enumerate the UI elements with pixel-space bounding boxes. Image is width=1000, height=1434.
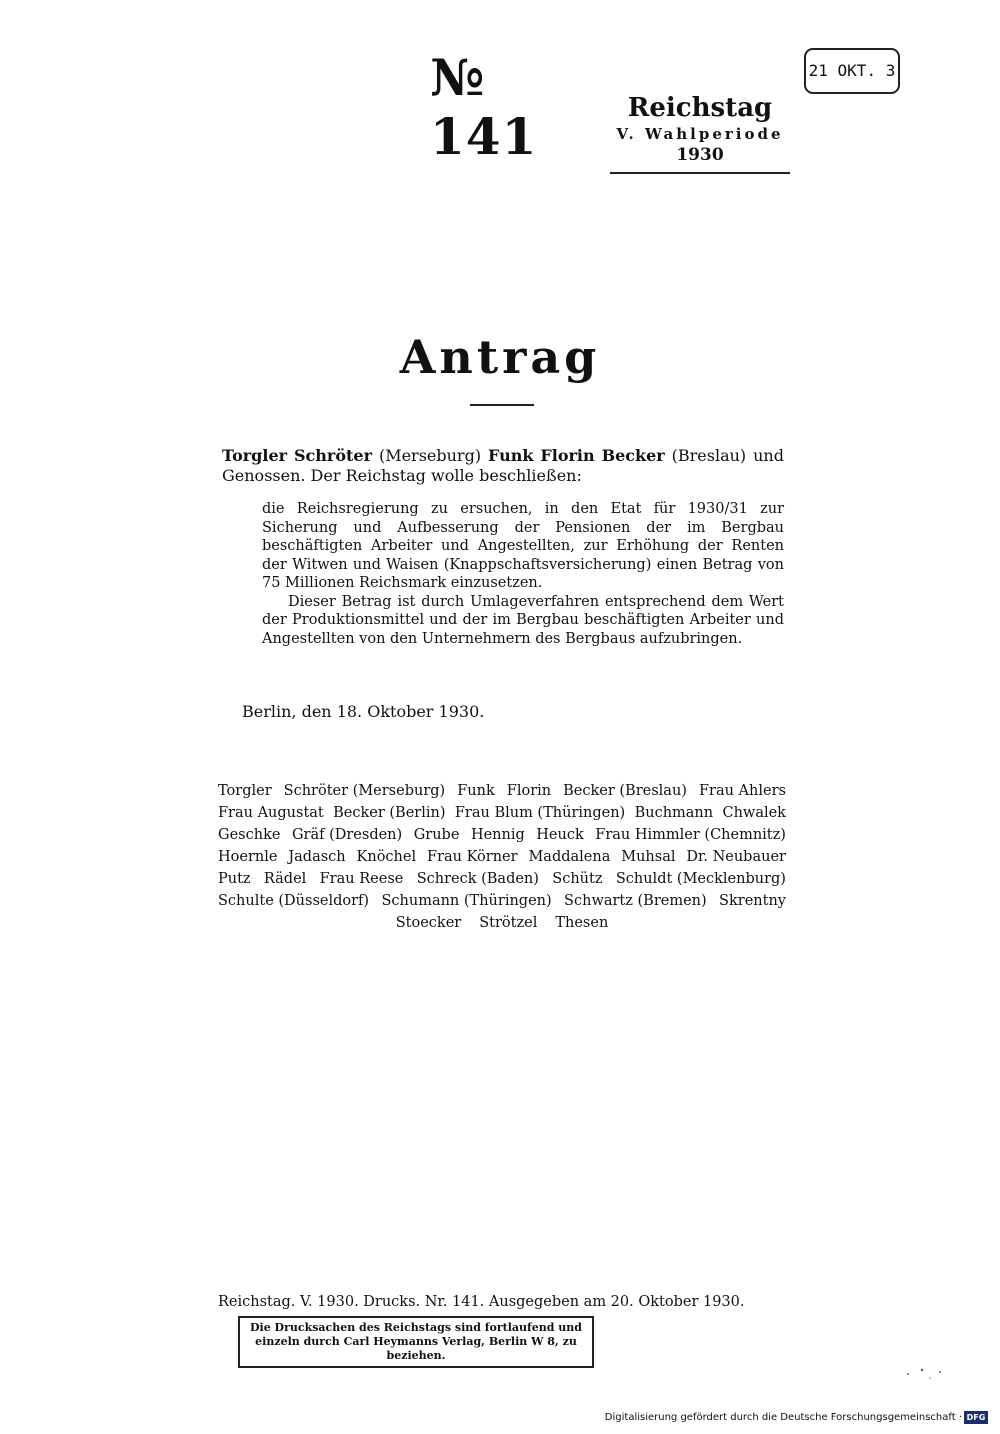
publisher-notice: Die Drucksachen des Reichstags sind fortlaufend und einzeln durch Carl Heymanns Verlag, Berlin W 8, zu beziehen. xyxy=(238,1316,594,1368)
signatory-line xyxy=(218,912,786,934)
signatory-name: Torgler xyxy=(218,783,272,799)
signatory-name: Becker (Berlin) xyxy=(333,805,446,821)
signatory-name: Becker (Breslau) xyxy=(563,783,687,799)
print-footer-line: Reichstag. V. 1930. Drucks. Nr. 141. Ausgegeben am 20. Oktober 1930. xyxy=(218,1294,745,1310)
mover-constituency: (Merseburg) xyxy=(378,446,482,465)
signatory-name: Frau Augustat xyxy=(218,805,324,821)
signatory-name: Hoernle xyxy=(218,849,278,865)
signatory-name: Frau Körner xyxy=(427,849,518,865)
dfg-logo: DFG xyxy=(964,1411,988,1424)
signatory-name: Geschke xyxy=(218,827,281,843)
signatory-name: Frau Himmler (Chemnitz) xyxy=(595,827,786,843)
motion-intro xyxy=(222,446,784,486)
signatory-name: Grube xyxy=(413,827,460,843)
signatory-name: Schreck (Baden) xyxy=(416,871,539,887)
signatory-name: Dr. Neubauer xyxy=(686,849,786,865)
signatory-name: Schwartz (Bremen) xyxy=(564,893,707,909)
signatory-name: Schumann (Thüringen) xyxy=(381,893,552,909)
mover-name: Torgler xyxy=(222,446,288,465)
title-divider xyxy=(470,404,534,406)
paper-specks xyxy=(900,1364,950,1384)
signatory-name: Strötzel xyxy=(479,915,538,931)
signatory-name: Funk xyxy=(457,783,495,799)
document-title: Antrag xyxy=(399,330,601,384)
signatory-line xyxy=(218,802,786,824)
signatory-name: Maddalena xyxy=(528,849,611,865)
intro-continuation: (Breslau) und Genossen. Der Reichstag wolle beschließen: xyxy=(222,446,784,485)
signatory-line xyxy=(218,824,786,846)
signatory-line xyxy=(218,890,786,912)
motion-body xyxy=(262,500,784,648)
parliament-header xyxy=(610,92,790,174)
signatory-name: Skrentny xyxy=(719,893,786,909)
signatory-line xyxy=(218,780,786,802)
motion-paragraph: die Reichsregierung zu ersuchen, in den Etat für 1930/31 zur Sicherung und Aufbesserung der Pensionen der im Bergbau beschäftigten Arbeiter und Angestellten, zur Erhöhung der Renten der Witwen und Waisen (Knappschaftsversicherung) einen Betrag von 75 Millionen Reichsmark einzusetzen. xyxy=(262,501,784,591)
signatory-name: Buchmann xyxy=(634,805,714,821)
signatory-name: Frau Ahlers xyxy=(698,783,786,799)
signatory-name: Heuck xyxy=(536,827,584,843)
period-year: 1930 xyxy=(676,145,724,165)
received-date-stamp: 21 OKT. 3 xyxy=(804,48,900,94)
signatory-name: Florin xyxy=(506,783,552,799)
signatory-name: Rädel xyxy=(263,871,307,887)
signatory-name: Frau Reese xyxy=(319,871,404,887)
signatory-name: Chwalek xyxy=(722,805,786,821)
signatory-name: Knöchel xyxy=(356,849,417,865)
mover-name: Schröter xyxy=(293,446,373,465)
signatory-name: Gräf (Dresden) xyxy=(291,827,403,843)
signatory-line xyxy=(218,868,786,890)
signatory-name: Frau Blum (Thüringen) xyxy=(454,805,626,821)
legislative-period: V. Wahlperiode xyxy=(616,125,784,143)
mover-name: Florin xyxy=(540,446,595,465)
signatory-line xyxy=(218,846,786,868)
document-number: № 141 xyxy=(430,48,538,166)
signatory-name: Putz xyxy=(218,871,251,887)
signatory-name: Muhsal xyxy=(621,849,676,865)
signatory-name: Schröter (Merseburg) xyxy=(283,783,446,799)
signatory-name: Schuldt (Mecklenburg) xyxy=(615,871,786,887)
motion-paragraph: Dieser Betrag ist durch Umlageverfahren entsprechend dem Wert der Produktionsmittel und der im Bergbau beschäftigten Arbeiter und Angestellten von den Unternehmern des Bergbaus aufzubringen. xyxy=(262,593,784,647)
signatories-list xyxy=(218,780,786,934)
signatory-name: Schulte (Düsseldorf) xyxy=(218,893,370,909)
digitization-credit: Digitalisierung gefördert durch die Deutsche Forschungsgemeinschaft · xyxy=(604,1412,962,1423)
signatory-name: Stoecker xyxy=(395,915,462,931)
mover-name: Becker xyxy=(601,446,665,465)
place-date: Berlin, den 18. Oktober 1930. xyxy=(242,702,485,721)
signatory-name: Thesen xyxy=(555,915,609,931)
signatory-name: Jadasch xyxy=(288,849,346,865)
mover-name: Funk xyxy=(488,446,534,465)
signatory-name: Schütz xyxy=(552,871,603,887)
parliament-name: Reichstag xyxy=(627,93,773,123)
signatory-name: Hennig xyxy=(470,827,525,843)
